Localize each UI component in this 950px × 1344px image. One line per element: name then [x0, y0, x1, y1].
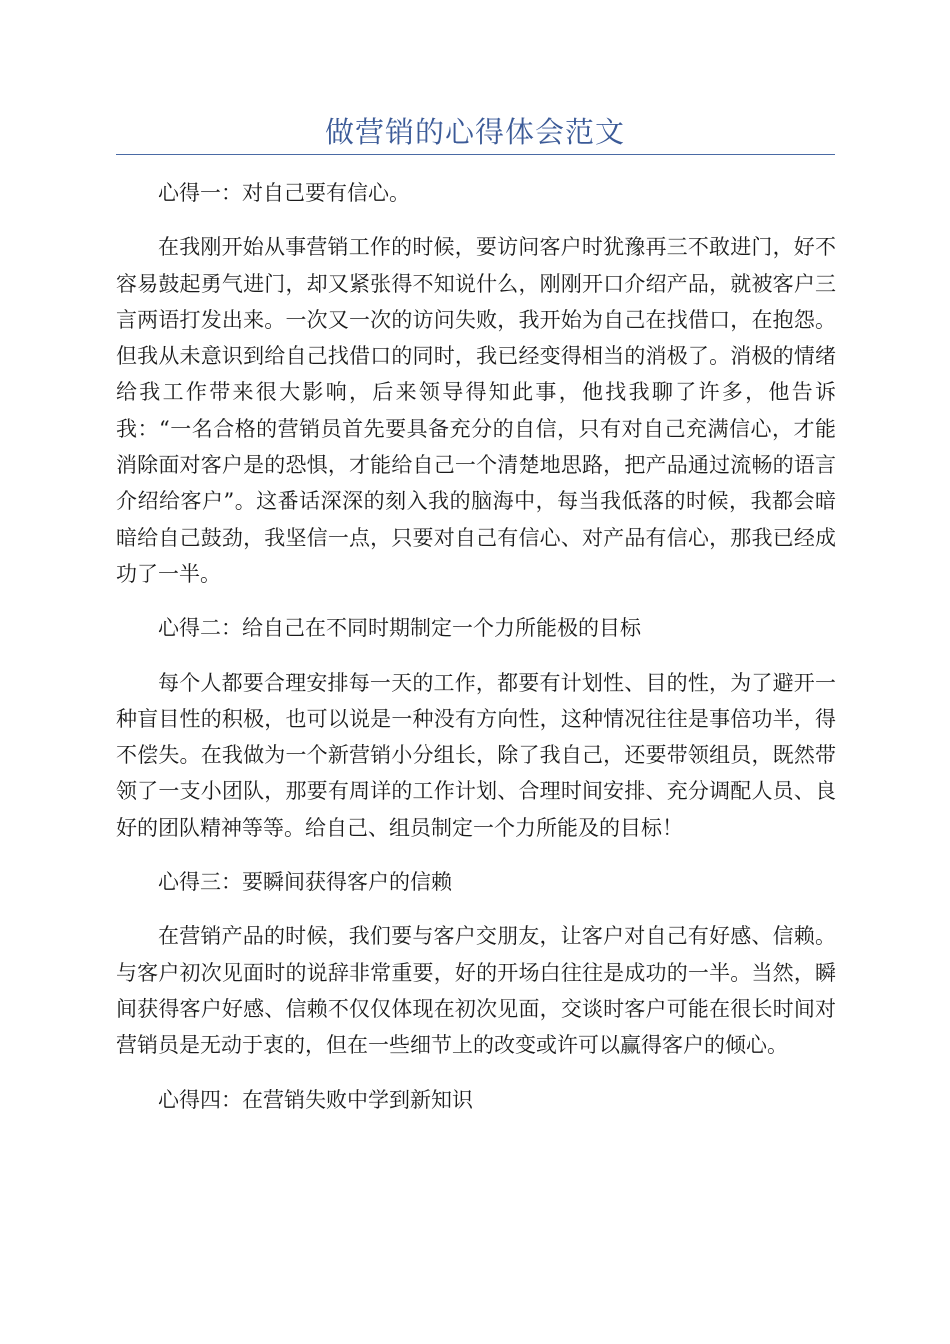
section-paragraph: 每个人都要合理安排每一天的工作，都要有计划性、目的性，为了避开一种盲目性的积极，也可以说是一种没有方向性，这种情况往往是事倍功半，得不偿失。在我做为一个新营销小分组长，除了我自己，还要带领组员，既然带领了一支小团队，那要有周详的工作计划、合理时间安排、充分调配人员、良好的团队精神等等。给自己、组员制定一个力所能及的目标！ — [116, 670, 836, 840]
section-paragraph: 在营销产品的时候，我们要与客户交朋友，让客户对自己有好感、信赖。与客户初次见面时的说辞非常重要，好的开场白往往是成功的一半。当然，瞬间获得客户好感、信赖不仅仅体现在初次见面，交谈时客户可能在很长时间对营销员是无动于衷的，但在一些细节上的改变或许可以赢得客户的倾心。 — [116, 924, 836, 1058]
section-paragraph: 在我刚开始从事营销工作的时候，要访问客户时犹豫再三不敢进门，好不容易鼓起勇气进门，却又紧张得不知说什么，刚刚开口介绍产品，就被客户三言两语打发出来。一次又一次的访问失败，我开始为自己在找借口，在抱怨。但我从未意识到给自己找借口的同时，我已经变得相当的消极了。消极的情绪给我工作带来很大影响，后来领导得知此事，他找我聊了许多，他告诉我：“一名合格的营销员首先要具备充分的自信，只有对自己充满信心，才能消除面对客户是的恐惧，才能给自己一个清楚地思路，把产品通过流畅的语言介绍给客户”。这番话深深的刻入我的脑海中，每当我低落的时候，我都会暗暗给自己鼓劲，我坚信一点，只要对自己有信心、对产品有信心，那我已经成功了一半。 — [116, 235, 836, 586]
section-heading: 心得三：要瞬间获得客户的信赖 — [158, 870, 452, 895]
section-heading: 心得二：给自己在不同时期制定一个力所能极的目标 — [158, 616, 641, 641]
section-heading: 心得一：对自己要有信心。 — [158, 181, 410, 205]
title-underline — [116, 154, 835, 155]
page-title: 做营销的心得体会范文 — [324, 115, 625, 149]
section-heading: 心得四：在营销失败中学到新知识 — [158, 1087, 473, 1112]
document-body — [116, 175, 836, 1136]
